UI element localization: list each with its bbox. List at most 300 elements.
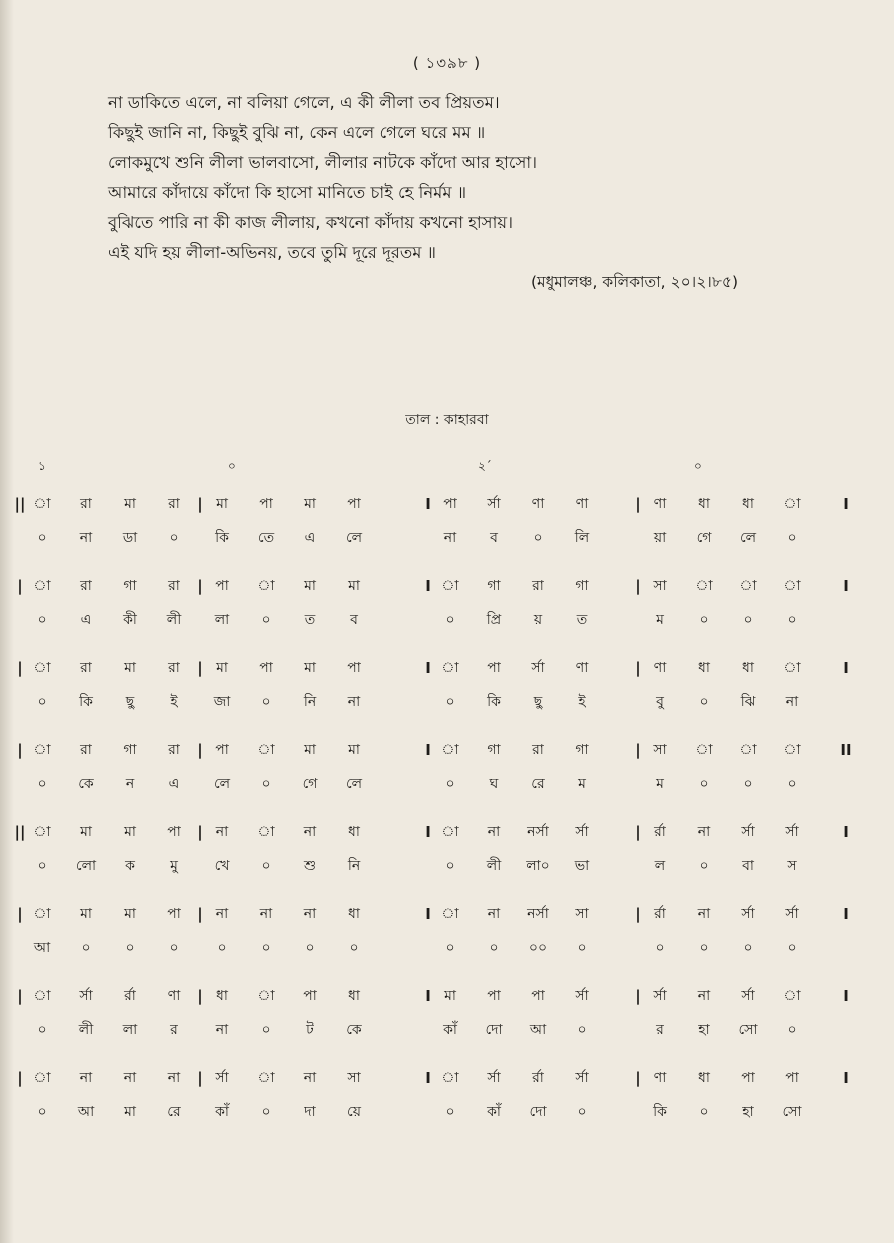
swara-note: ধা	[698, 496, 710, 512]
swara-row	[0, 819, 894, 845]
swara-note: া	[257, 578, 275, 594]
lyric-row	[0, 935, 894, 961]
swara-note: র্সা	[531, 660, 545, 676]
swara-row	[0, 983, 894, 1009]
swara-note: মা	[444, 988, 456, 1004]
bar-line: |	[635, 659, 641, 677]
swara-note: া	[33, 906, 51, 922]
swara-note: না	[487, 824, 501, 840]
swara-note: ণা	[531, 496, 545, 512]
lyric-syllable: কাঁ	[215, 1104, 229, 1120]
lyric-syllable: তে	[257, 530, 275, 546]
poem-line: কিছুই জানি না, কিছুই বুঝি না, কেন এলে গেলে ঘরে মম ॥	[108, 123, 486, 142]
swara-note: ধা	[216, 988, 228, 1004]
bar-line: I	[843, 577, 849, 595]
swara-note: না	[487, 906, 501, 922]
swara-note: া	[739, 578, 757, 594]
lyric-syllable: ০	[787, 940, 797, 956]
page-number: ( ১৩৯৮ )	[412, 54, 482, 72]
swara-note: পা	[347, 496, 361, 512]
lyric-syllable: লি	[574, 530, 590, 546]
beat-mark: ২´	[478, 459, 492, 473]
lyric-syllable: ০	[37, 530, 47, 546]
lyric-syllable: মা	[124, 1104, 136, 1120]
swara-note: গা	[123, 578, 137, 594]
swara-note: ণা	[653, 496, 667, 512]
lyric-syllable: এ	[304, 530, 316, 546]
lyric-syllable: য়	[533, 612, 543, 628]
swara-note: ধা	[698, 660, 710, 676]
lyric-syllable: ০	[37, 1104, 47, 1120]
poem-line: এই যদি হয় লীলা-অভিনয়, তবে তুমি দূরে দূরতম ॥	[108, 243, 436, 262]
notation-system	[0, 731, 894, 813]
swara-note: র্রা	[124, 988, 136, 1004]
swara-note: না	[123, 1070, 137, 1086]
swara-note: রা	[168, 660, 180, 676]
bar-line: |	[635, 741, 641, 759]
bar-line: I	[425, 823, 431, 841]
swara-row	[0, 491, 894, 517]
lyric-syllable: ০	[743, 940, 753, 956]
lyric-syllable: এ	[80, 612, 92, 628]
swara-note: না	[303, 906, 317, 922]
lyric-syllable: কে	[346, 1022, 362, 1038]
lyric-syllable: ০	[261, 858, 271, 874]
lyric-syllable: দা	[304, 1104, 316, 1120]
swara-note: া	[257, 742, 275, 758]
swara-note: া	[33, 1070, 51, 1086]
lyric-syllable: লে	[739, 530, 757, 546]
lyric-syllable: জা	[213, 694, 231, 710]
swara-note: ধা	[698, 1070, 710, 1086]
swara-note: র্সা	[575, 824, 589, 840]
swara-note: রা	[80, 742, 92, 758]
swara-note: পা	[303, 988, 317, 1004]
swara-note: র্সা	[785, 824, 799, 840]
bar-line: |	[17, 659, 23, 677]
bar-line: |	[635, 495, 641, 513]
lyric-syllable: লী	[166, 612, 182, 628]
lyric-syllable: ০	[261, 776, 271, 792]
swara-note: গা	[575, 578, 589, 594]
lyric-syllable: ০	[699, 940, 709, 956]
swara-note: ণা	[575, 660, 589, 676]
swara-row	[0, 737, 894, 763]
lyric-syllable: আ	[529, 1022, 547, 1038]
swara-note: মা	[124, 824, 136, 840]
bar-line: I	[843, 1069, 849, 1087]
swara-note: মা	[216, 496, 228, 512]
lyric-syllable: ম	[656, 776, 664, 792]
lyric-syllable: ০	[37, 1022, 47, 1038]
lyric-syllable: লে	[345, 530, 363, 546]
lyric-syllable: আ	[33, 940, 51, 956]
lyric-syllable: দো	[485, 1022, 503, 1038]
swara-note: মা	[80, 906, 92, 922]
swara-note: পা	[347, 660, 361, 676]
bar-line: |	[197, 823, 203, 841]
bar-line: |	[635, 987, 641, 1005]
lyric-row	[0, 525, 894, 551]
lyric-syllable: ০	[699, 694, 709, 710]
lyric-syllable: ঘ	[489, 776, 499, 792]
swara-note: া	[441, 1070, 459, 1086]
notation-system	[0, 895, 894, 977]
lyric-syllable: ০	[699, 858, 709, 874]
swara-note: গা	[487, 578, 501, 594]
swara-note: রা	[532, 742, 544, 758]
lyric-syllable: ০	[169, 530, 179, 546]
swara-note: া	[739, 742, 757, 758]
notation-system	[0, 485, 894, 567]
lyric-row	[0, 689, 894, 715]
lyric-syllable: কি	[487, 694, 501, 710]
swara-row	[0, 655, 894, 681]
lyric-syllable: ০০	[528, 940, 548, 956]
lyric-syllable: ঝি	[740, 694, 756, 710]
swara-row	[0, 573, 894, 599]
swara-note: া	[33, 578, 51, 594]
lyric-syllable: ০	[699, 776, 709, 792]
swara-note: না	[167, 1070, 181, 1086]
swara-note: া	[441, 742, 459, 758]
swara-note: ধা	[348, 988, 360, 1004]
lyric-syllable: ব	[490, 530, 498, 546]
swara-row	[0, 901, 894, 927]
lyric-syllable: লে	[345, 776, 363, 792]
lyric-syllable: কাঁ	[443, 1022, 457, 1038]
bar-line: |	[635, 577, 641, 595]
lyric-syllable: হা	[698, 1022, 710, 1038]
lyric-syllable: খে	[214, 858, 230, 874]
lyric-syllable: ০	[787, 1022, 797, 1038]
bar-line: |	[197, 577, 203, 595]
lyric-syllable: ০	[37, 858, 47, 874]
lyric-syllable: স	[787, 858, 797, 874]
lyric-syllable: ০	[445, 694, 455, 710]
notation-system	[0, 649, 894, 731]
swara-note: মা	[348, 578, 360, 594]
lyric-syllable: ০	[217, 940, 227, 956]
swara-note: া	[33, 660, 51, 676]
lyric-syllable: ম	[578, 776, 586, 792]
beat-mark: ১	[38, 459, 46, 473]
lyric-syllable: ০	[787, 776, 797, 792]
swara-note: া	[695, 742, 713, 758]
swara-note: া	[33, 988, 51, 1004]
lyric-syllable: ০	[37, 776, 47, 792]
lyric-syllable: ত	[304, 612, 316, 628]
swara-row	[0, 1065, 894, 1091]
lyric-syllable: ০	[261, 694, 271, 710]
swara-note: না	[697, 824, 711, 840]
tala-label: তাল : কাহারবা	[405, 412, 489, 428]
swaralipi-notation	[0, 485, 894, 1141]
swara-note: া	[33, 496, 51, 512]
swara-note: ণা	[653, 1070, 667, 1086]
swara-note: মা	[124, 906, 136, 922]
bar-line: I	[843, 823, 849, 841]
lyric-syllable: ০	[489, 940, 499, 956]
lyric-syllable: না	[215, 1022, 229, 1038]
lyric-syllable: গে	[302, 776, 318, 792]
lyric-syllable: ০	[125, 940, 135, 956]
lyric-syllable: না	[347, 694, 361, 710]
lyric-row	[0, 853, 894, 879]
swara-note: মা	[216, 660, 228, 676]
lyric-syllable: না	[79, 530, 93, 546]
lyric-syllable: র	[656, 1022, 664, 1038]
swara-note: পা	[487, 988, 501, 1004]
swara-note: না	[303, 824, 317, 840]
swara-note: গা	[487, 742, 501, 758]
lyric-syllable: লে	[213, 776, 231, 792]
swara-note: না	[79, 1070, 93, 1086]
bar-line: |	[17, 741, 23, 759]
lyric-syllable: ব	[350, 612, 358, 628]
swara-note: নর্সা	[527, 906, 549, 922]
lyric-syllable: কী	[123, 612, 137, 628]
swara-note: া	[257, 1070, 275, 1086]
swara-note: র্সা	[741, 824, 755, 840]
lyric-syllable: হা	[742, 1104, 754, 1120]
lyric-syllable: ০	[305, 940, 315, 956]
bar-line: |	[17, 577, 23, 595]
lyric-syllable: বু	[656, 694, 664, 710]
lyric-syllable: ০	[37, 694, 47, 710]
lyric-syllable: না	[443, 530, 457, 546]
swara-note: পা	[259, 496, 273, 512]
bar-line: |	[17, 987, 23, 1005]
lyric-syllable: ন	[125, 776, 135, 792]
swara-note: া	[441, 578, 459, 594]
lyric-syllable: লা০	[526, 858, 550, 874]
swara-note: র্সা	[741, 906, 755, 922]
bar-line: I	[843, 659, 849, 677]
swara-note: র্সা	[653, 988, 667, 1004]
lyric-row	[0, 607, 894, 633]
lyric-row	[0, 771, 894, 797]
swara-note: ধা	[348, 906, 360, 922]
swara-note: ধা	[348, 824, 360, 840]
swara-note: নর্সা	[527, 824, 549, 840]
lyric-syllable: লো	[75, 858, 97, 874]
swara-note: র্সা	[487, 1070, 501, 1086]
swara-note: গা	[575, 742, 589, 758]
lyric-syllable: ০	[655, 940, 665, 956]
bar-line: I	[843, 495, 849, 513]
swara-note: া	[257, 988, 275, 1004]
swara-note: া	[783, 742, 801, 758]
lyric-syllable: প্রি	[486, 612, 502, 628]
lyric-syllable: ০	[169, 940, 179, 956]
swara-note: া	[783, 660, 801, 676]
lyric-syllable: কি	[79, 694, 93, 710]
notation-system	[0, 567, 894, 649]
lyric-syllable: ০	[445, 940, 455, 956]
lyric-syllable: কাঁ	[487, 1104, 501, 1120]
bar-line: I	[843, 987, 849, 1005]
lyric-syllable: মু	[170, 858, 178, 874]
bar-line: |	[197, 741, 203, 759]
swara-note: মা	[80, 824, 92, 840]
swara-note: রা	[168, 578, 180, 594]
lyric-syllable: ছু	[125, 694, 135, 710]
lyric-syllable: সো	[782, 1104, 802, 1120]
lyric-row	[0, 1017, 894, 1043]
swara-note: পা	[215, 578, 229, 594]
lyric-syllable: দো	[529, 1104, 547, 1120]
swara-note: া	[695, 578, 713, 594]
swara-note: পা	[785, 1070, 799, 1086]
swara-note: ণা	[575, 496, 589, 512]
poem-source: (মধুমালঞ্চ, কলিকাতা, ২০।২।৮৫)	[530, 273, 738, 291]
lyric-syllable: লা	[122, 1022, 138, 1038]
bar-line: I	[425, 495, 431, 513]
bar-line: |	[197, 1069, 203, 1087]
swara-note: রা	[80, 660, 92, 676]
swara-note: রা	[532, 578, 544, 594]
notation-system	[0, 813, 894, 895]
bar-line: I	[425, 741, 431, 759]
bar-line: I	[425, 1069, 431, 1087]
lyric-syllable: ই	[170, 694, 178, 710]
lyric-syllable: ম	[656, 612, 664, 628]
notation-system	[0, 977, 894, 1059]
lyric-syllable: সো	[738, 1022, 758, 1038]
lyric-syllable: র	[170, 1022, 178, 1038]
swara-note: পা	[531, 988, 545, 1004]
lyric-syllable: না	[785, 694, 799, 710]
lyric-syllable: ০	[445, 858, 455, 874]
bar-line: II	[840, 741, 852, 759]
lyric-syllable: ০	[445, 1104, 455, 1120]
swara-note: া	[783, 988, 801, 1004]
lyric-syllable: লা	[214, 612, 230, 628]
bar-line: |	[635, 1069, 641, 1087]
swara-note: র্সা	[215, 1070, 229, 1086]
lyric-syllable: রে	[531, 776, 545, 792]
swara-note: পা	[741, 1070, 755, 1086]
bar-line: I	[843, 905, 849, 923]
swara-note: র্রা	[654, 906, 666, 922]
swara-note: মা	[124, 496, 136, 512]
swara-note: া	[33, 742, 51, 758]
swara-note: র্সা	[487, 496, 501, 512]
lyric-syllable: ০	[533, 530, 543, 546]
poem-block	[108, 88, 748, 296]
swara-note: র্সা	[575, 1070, 589, 1086]
poem-line: আমারে কাঁদায়ে কাঁদো কি হাসো মানিতে চাই হে নির্মম ॥	[108, 183, 467, 202]
lyric-syllable: ০	[261, 940, 271, 956]
beat-marks-row	[0, 458, 894, 482]
swara-note: ণা	[653, 660, 667, 676]
bar-line: |	[197, 659, 203, 677]
beat-mark: ০	[694, 459, 702, 473]
lyric-syllable: আ	[77, 1104, 95, 1120]
lyric-syllable: ভা	[574, 858, 590, 874]
lyric-syllable: ০	[699, 1104, 709, 1120]
lyric-syllable: ০	[743, 612, 753, 628]
swara-note: পা	[167, 824, 181, 840]
swara-note: মা	[348, 742, 360, 758]
lyric-syllable: ট	[306, 1022, 314, 1038]
lyric-syllable: ০	[577, 1104, 587, 1120]
swara-note: া	[441, 906, 459, 922]
lyric-syllable: ০	[699, 612, 709, 628]
lyric-syllable: ০	[261, 1104, 271, 1120]
swara-note: মা	[304, 742, 316, 758]
lyric-syllable: ০	[445, 776, 455, 792]
swara-note: া	[33, 824, 51, 840]
bar-line: |	[635, 905, 641, 923]
swara-note: পা	[167, 906, 181, 922]
lyric-syllable: শু	[303, 858, 317, 874]
lyric-syllable: ০	[261, 1022, 271, 1038]
lyric-syllable: লী	[78, 1022, 94, 1038]
swara-note: সা	[575, 906, 589, 922]
swara-note: র্রা	[532, 1070, 544, 1086]
bar-line: ||	[14, 495, 26, 513]
lyric-syllable: ০	[261, 612, 271, 628]
swara-note: না	[303, 1070, 317, 1086]
bar-line: |	[635, 823, 641, 841]
lyric-syllable: রে	[167, 1104, 181, 1120]
swara-note: পা	[215, 742, 229, 758]
bar-line: ||	[14, 823, 26, 841]
swara-note: না	[259, 906, 273, 922]
swara-note: া	[441, 824, 459, 840]
lyric-syllable: এ	[168, 776, 180, 792]
lyric-syllable: ০	[349, 940, 359, 956]
lyric-syllable: ০	[81, 940, 91, 956]
swara-note: না	[697, 988, 711, 1004]
poem-line: না ডাকিতে এলে, না বলিয়া গেলে, এ কী লীলা তব প্রিয়তম।	[108, 93, 500, 112]
lyric-syllable: ল	[654, 858, 666, 874]
poem-line: লোকমুখে শুনি লীলা ভালবাসো, লীলার নাটকে কাঁদো আর হাসো।	[108, 153, 538, 172]
lyric-syllable: কে	[78, 776, 94, 792]
bar-line: |	[197, 905, 203, 923]
swara-note: রা	[168, 496, 180, 512]
lyric-syllable: ক	[125, 858, 135, 874]
swara-note: না	[697, 906, 711, 922]
swara-note: মা	[124, 660, 136, 676]
swara-note: না	[215, 906, 229, 922]
bar-line: I	[425, 659, 431, 677]
poem-line: বুঝিতে পারি না কী কাজ লীলায়, কখনো কাঁদায় কখনো হাসায়।	[108, 213, 513, 232]
swara-note: া	[441, 660, 459, 676]
swara-note: র্রা	[654, 824, 666, 840]
swara-note: র্সা	[785, 906, 799, 922]
lyric-syllable: নি	[303, 694, 317, 710]
swara-note: া	[257, 824, 275, 840]
bar-line: |	[17, 905, 23, 923]
lyric-syllable: বা	[742, 858, 754, 874]
lyric-syllable: ০	[743, 776, 753, 792]
lyric-syllable: ০	[787, 612, 797, 628]
lyric-syllable: ত	[576, 612, 588, 628]
swara-note: রা	[80, 496, 92, 512]
swara-note: া	[783, 578, 801, 594]
swara-note: ধা	[742, 496, 754, 512]
swara-note: পা	[487, 660, 501, 676]
bar-line: |	[197, 495, 203, 513]
swara-note: সা	[653, 742, 667, 758]
lyric-syllable: ০	[577, 940, 587, 956]
swara-note: মা	[304, 660, 316, 676]
lyric-syllable: ০	[577, 1022, 587, 1038]
swara-note: রা	[168, 742, 180, 758]
